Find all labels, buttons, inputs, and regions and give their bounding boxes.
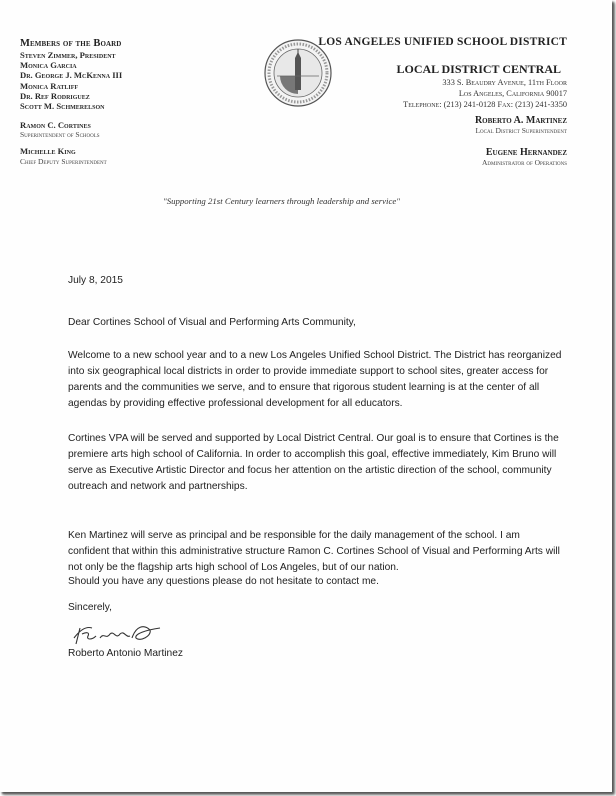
district-block [287,36,567,167]
officer-name: Eugene Hernandez [485,147,567,158]
superintendent-title: Superintendent of Schools [20,130,100,140]
board-title: Members of the Board [20,38,122,49]
board-member: Steven Zimmer, President [20,50,116,60]
address-line: 333 S. Beaudry Avenue, 11th Floor [442,78,567,87]
paragraph: Ken Martinez will serve as principal and be responsible for the daily management of the school. I am confident that within this administrative structure Ramon C. Cortines School of Visual and Performing Arts will not only be the flagship arts high school of Los Angeles, but of our nation. [68,530,560,573]
district-motto: "Supporting 21st Century learners through leadership and service" [163,196,400,206]
district-name: LOS ANGELES UNIFIED SCHOOL DISTRICT [318,36,567,48]
deputy-title: Chief Deputy Superintendent [20,156,107,166]
local-district-name: LOCAL DISTRICT CENTRAL [396,62,561,76]
board-member: Dr. George J. McKenna III [20,70,123,81]
officer-name: Roberto A. Martinez [474,115,567,126]
address-line: Los Angeles, California 90017 [458,89,567,98]
deputy-name: Michelle King [20,146,76,157]
paragraph: Welcome to a new school year and to a new Los Angeles Unified School District. The District has reorganized into six geographical local districts in order to provide immediate support to school sites, greater access for parents and the communities we serve, and to ensure that rigorous student learning is at the center of all agendas by providing effective professional development for all educators. [68,350,562,409]
salutation: Dear Cortines School of Visual and Performing Arts Community, [68,317,356,328]
officer-title: Administrator of Operations [481,158,567,167]
superintendent-name: Ramon C. Cortines [20,120,91,131]
letter-body [68,273,568,659]
board-member: Dr. Ref Rodriguez [20,90,90,101]
handwritten-signature-icon [70,620,165,648]
paragraph: Should you have any questions please do not hesitate to contact me. [68,576,379,587]
board-member: Monica Garcia [20,60,77,71]
paragraph: Cortines VPA will be served and supported by Local District Central. Our goal is to ensure that Cortines is the premiere arts high school of California. In order to accomplish this goal, effective immediately, Kim Bruno will serve as Executive Artistic Director and focus her attention on the artistic direction of the school, community outreach and network and partnerships. [68,433,559,492]
closing: Sincerely, [68,602,112,613]
board-members-block [20,38,220,167]
board-member: Scott M. Schmerelson [20,101,105,112]
letter-date: July 8, 2015 [68,275,123,286]
board-member: Monica Ratliff [20,80,79,91]
phone-fax: Telephone: (213) 241-0128 Fax: (213) 241-3350 [403,100,567,109]
officer-title: Local District Superintendent [475,126,567,135]
signer-name: Roberto Antonio Martinez [68,648,183,659]
